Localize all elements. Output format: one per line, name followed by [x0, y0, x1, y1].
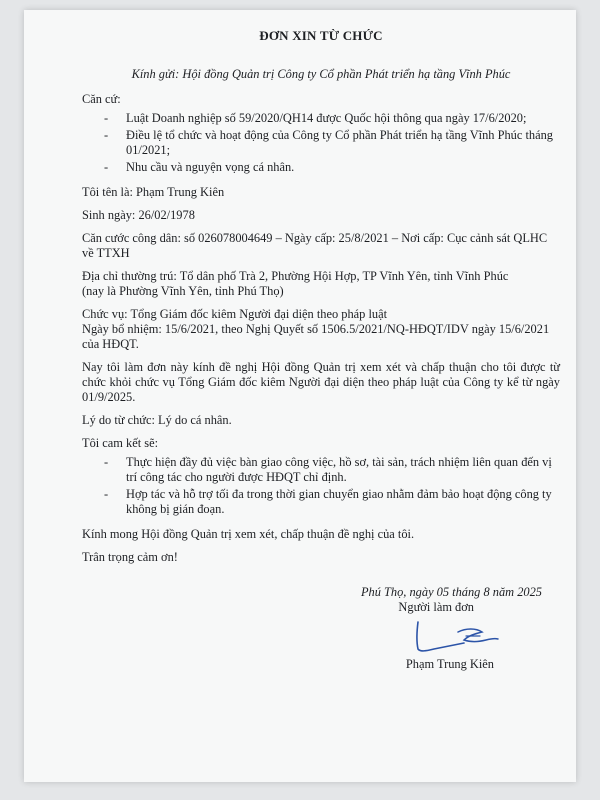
- document-body: [82, 28, 560, 733]
- basis-item: - Nhu cầu và nguyện vọng cá nhân.: [82, 160, 560, 175]
- resignation-request: Nay tôi làm đơn này kính đề nghị Hội đồng Quản trị xem xét và chấp thuận cho tôi được từ chức khỏi chức vụ Tổng Giám đốc kiêm Người đại diện theo pháp luật của Công ty kể từ ngày 01/9/2025.: [82, 360, 560, 404]
- document-page: [24, 10, 576, 782]
- appointment-line: Ngày bổ nhiệm: 15/6/2021, theo Nghị Quyết số 1506.5/2021/NQ-HĐQT/IDV ngày 15/6/2021 của HĐQT.: [82, 322, 550, 351]
- commitment-item: - Thực hiện đầy đủ việc bàn giao công việc, hồ sơ, tài sản, trách nhiệm liên quan đến vị trí công tác cho người được HĐQT chỉ định.: [82, 455, 560, 485]
- closing-request: Kính mong Hội đồng Quản trị xem xét, chấp thuận đề nghị của tôi.: [82, 527, 415, 541]
- commit-heading: Tôi cam kết sẽ:: [82, 436, 159, 450]
- recipient-line: Kính gửi: Hội đồng Quản trị Công ty Cổ phần Phát triển hạ tầng Vĩnh Phúc: [131, 67, 511, 81]
- thanks-line: Trân trọng cảm ơn!: [82, 550, 178, 564]
- basis-item: - Điều lệ tổ chức và hoạt động của Công ty Cổ phần Phát triển hạ tầng Vĩnh Phúc tháng 01/2021;: [82, 128, 560, 158]
- dob-line: Sinh ngày: 26/02/1978: [82, 208, 195, 222]
- basis-heading: Căn cứ:: [82, 92, 121, 106]
- id-card-line: Căn cước công dân: số 026078004649 – Ngày cấp: 25/8/2021 – Nơi cấp: Cục cảnh sát QLHC về TTXH: [82, 231, 548, 260]
- applicant-label: Người làm đơn: [398, 600, 474, 614]
- name-line: Tôi tên là: Phạm Trung Kiên: [82, 185, 225, 199]
- address-block: [82, 269, 560, 299]
- address-note: (nay là Phường Vĩnh Yên, tỉnh Phú Thọ): [82, 284, 284, 298]
- commitment-list: [82, 455, 560, 517]
- position-line: Chức vụ: Tổng Giám đốc kiêm Người đại diện theo pháp luật: [82, 307, 388, 321]
- basis-list: [82, 111, 560, 175]
- address-line: Địa chỉ thường trú: Tổ dân phố Trà 2, Phường Hội Hợp, TP Vĩnh Yên, tỉnh Vĩnh Phúc: [82, 269, 509, 283]
- handwritten-signature: [412, 618, 502, 656]
- date-place-line: Phú Thọ, ngày 05 tháng 8 năm 2025: [360, 585, 542, 599]
- position-block: [82, 307, 560, 352]
- basis-item: - Luật Doanh nghiệp số 59/2020/QH14 được Quốc hội thông qua ngày 17/6/2020;: [82, 111, 560, 126]
- document-title: ĐƠN XIN TỪ CHỨC: [259, 28, 383, 43]
- commitment-item: - Hợp tác và hỗ trợ tối đa trong thời gian chuyển giao nhằm đảm bảo hoạt động công ty không bị gián đoạn.: [82, 487, 560, 517]
- signer-name: Phạm Trung Kiên: [405, 657, 494, 671]
- signature-block: [82, 573, 560, 733]
- reason-line: Lý do từ chức: Lý do cá nhân.: [82, 413, 232, 427]
